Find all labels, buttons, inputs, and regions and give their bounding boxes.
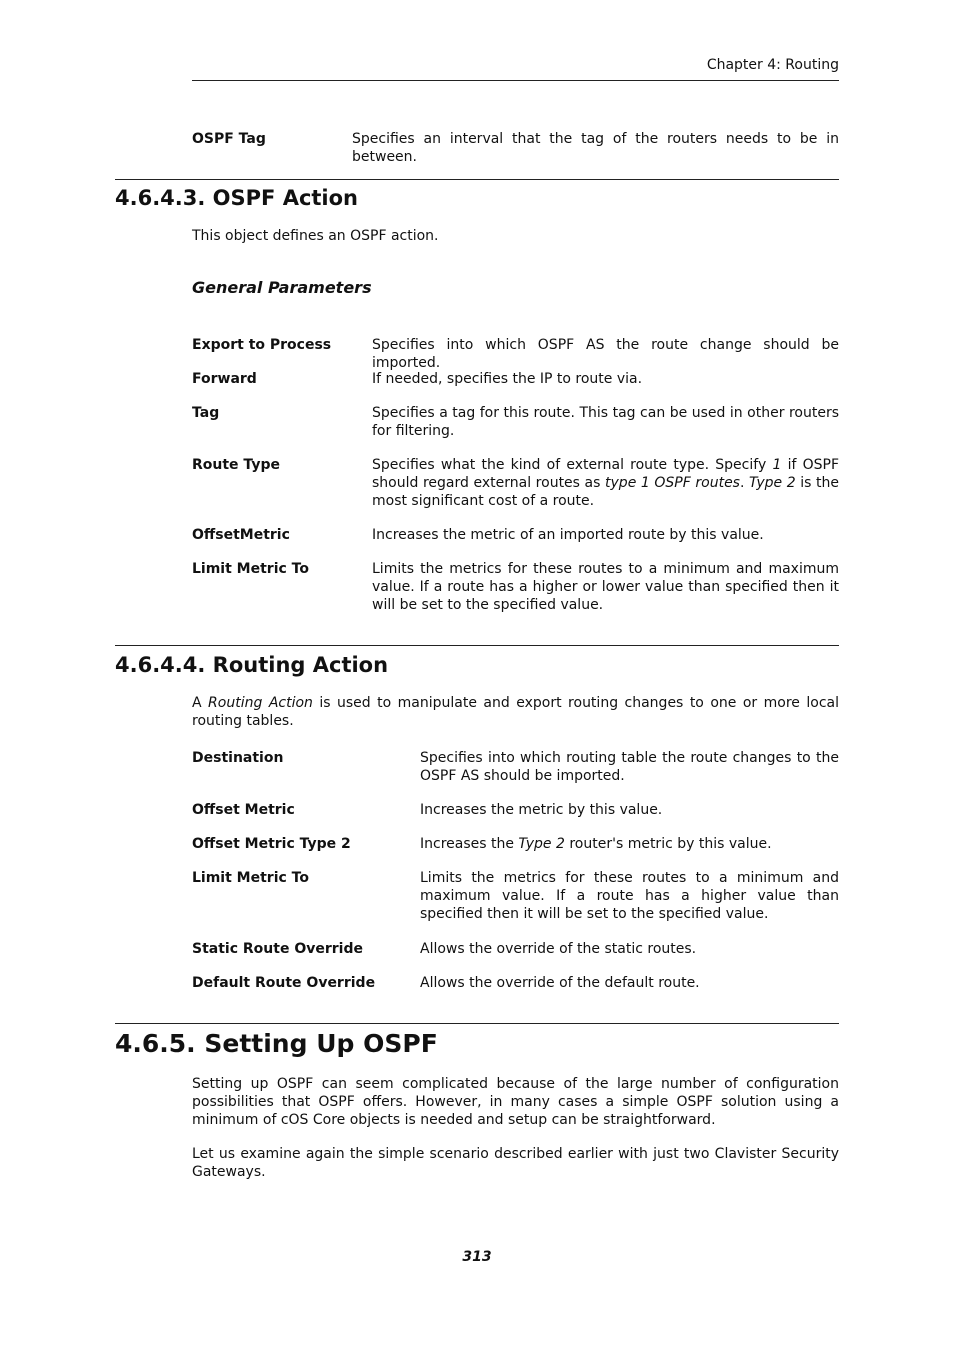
term-destination: Destination: [192, 750, 284, 766]
section-heading-ospf-action: 4.6.4.3. OSPF Action: [115, 186, 359, 210]
term-static-route-override: Static Route Override: [192, 941, 363, 957]
desc-limit-metric-to: Limits the metrics for these routes to a minimum and maximum value. If a route has a higher or lower value than specified then it will be set to the specified value.: [372, 561, 839, 613]
desc-ospf-tag: Specifies an interval that the tag of the routers needs to be in between.: [352, 131, 839, 165]
header-rule: [192, 80, 839, 81]
term-limit-metric-to: Limit Metric To: [192, 561, 309, 577]
term-offset-metric: Offset Metric: [192, 802, 295, 818]
term-forward: Forward: [192, 371, 257, 387]
desc-forward: If needed, specifies the IP to route via.: [372, 371, 643, 387]
desc-offsetmetric: Increases the metric of an imported route by this value.: [372, 527, 764, 543]
desc-limit-metric-to-2: Limits the metrics for these routes to a minimum and maximum value. If a route has a higher value than specified then it will be set to the specified value.: [420, 870, 839, 922]
term-ospf-tag: OSPF Tag: [192, 131, 266, 147]
desc-offset-metric-type-2: Increases the Type 2 router's metric by this value.: [420, 836, 772, 852]
section-heading-routing-action: 4.6.4.4. Routing Action: [115, 653, 389, 677]
section-rule: [115, 179, 839, 180]
term-offset-metric-type-2: Offset Metric Type 2: [192, 836, 351, 852]
section-rule: [115, 1023, 839, 1024]
desc-route-type: Specifies what the kind of external route type. Specify 1 if OSPF should regard external routes as type 1 OSPF routes. Type 2 is the most significant cost of a route.: [372, 457, 839, 509]
setting-up-para-1: Setting up OSPF can seem complicated because of the large number of configuration possibilities that OSPF offers. However, in many cases a simple OSPF solution using a minimum of cOS Core objects is needed and setup can be straightforward.: [192, 1076, 839, 1128]
term-offsetmetric: OffsetMetric: [192, 527, 290, 543]
desc-default-route-override: Allows the override of the default route.: [420, 975, 700, 991]
section-rule: [115, 645, 839, 646]
desc-tag: Specifies a tag for this route. This tag can be used in other routers for filtering.: [372, 405, 839, 439]
page-number: 313: [462, 1249, 492, 1265]
term-tag: Tag: [192, 405, 220, 421]
term-export-to-process: Export to Process: [192, 337, 332, 353]
desc-export-to-process: Specifies into which OSPF AS the route change should be imported.: [372, 337, 839, 371]
term-default-route-override: Default Route Override: [192, 975, 376, 991]
desc-offset-metric: Increases the metric by this value.: [420, 802, 663, 818]
term-limit-metric-to-2: Limit Metric To: [192, 870, 309, 886]
desc-destination: Specifies into which routing table the route changes to the OSPF AS should be imported.: [420, 750, 839, 784]
section-heading-setting-up-ospf: 4.6.5. Setting Up OSPF: [115, 1029, 438, 1058]
routing-action-intro: A Routing Action is used to manipulate and export routing changes to one or more local routing tables.: [192, 695, 839, 729]
setting-up-para-2: Let us examine again the simple scenario described earlier with just two Clavister Security Gateways.: [192, 1146, 839, 1180]
desc-static-route-override: Allows the override of the static routes.: [420, 941, 697, 957]
ospf-action-intro: This object defines an OSPF action.: [192, 228, 439, 244]
running-header: Chapter 4: Routing: [706, 57, 839, 73]
term-route-type: Route Type: [192, 457, 280, 473]
general-parameters-heading: General Parameters: [192, 278, 372, 297]
